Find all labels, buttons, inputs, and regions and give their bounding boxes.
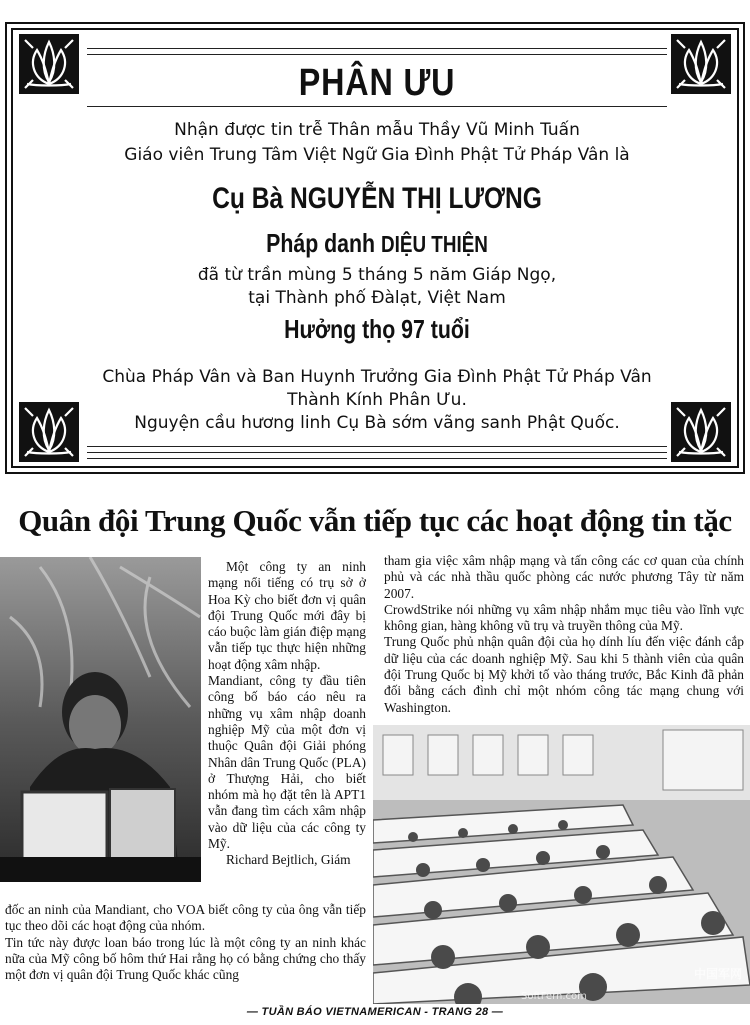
- death-line-1: đã từ trần mùng 5 tháng 5 năm Giáp Ngọ,: [197, 265, 557, 285]
- soldiers-office-photo: [373, 725, 750, 1004]
- prayer-line: Nguyện cầu hương linh Cụ Bà sớm vãng sanh Phật Quốc.: [134, 413, 620, 433]
- col2-paragraph-2: CrowdStrike nói những vụ xâm nhập nhắm mục tiêu vào lĩnh vực không gian, hàng không vũ trụ và truyền thông của Mỹ.: [384, 601, 744, 634]
- from-line-1: Chùa Pháp Vân và Ban Huynh Trưởng Gia Đình Phật Tử Pháp Vân: [102, 367, 652, 387]
- age-line: Hưởng thọ 97 tuổi: [284, 314, 470, 344]
- col1-paragraph-3a: Richard Bejtlich, Giám: [226, 852, 351, 868]
- obituary-box: [5, 22, 745, 474]
- top-rule-2: [87, 54, 667, 55]
- obituary-title: PHÂN ƯU: [298, 62, 456, 104]
- dharma-label: Pháp danh: [266, 228, 376, 258]
- bottom-rule-1: [87, 446, 667, 447]
- page-footer: — TUẦN BÁO VIETNAMERICAN - TRANG 28 —: [246, 1006, 504, 1018]
- article-headline: Quân đội Trung Quốc vẫn tiếp tục các hoạt động tin tặc: [18, 503, 732, 538]
- dharma-name-line: [74, 228, 681, 259]
- obituary-line-1: Nhận được tin trễ Thân mẫu Thầy Vũ Minh Tuấn: [174, 120, 580, 140]
- article-column-1-top: [208, 559, 366, 869]
- col1-paragraph-1: Một công ty an ninh mạng nổi tiếng có trụ sở ở Hoa Kỳ cho biết đơn vị quân đội Trung Quốc mới đây bị cáo buộc làm gián điệp mạng vẫn tiếp tục thực hiện những hoạt động xâm nhập.: [208, 559, 366, 672]
- bottom-rule-2: [87, 452, 667, 453]
- dharma-name: DIỆU THIỆN: [381, 231, 488, 257]
- top-rule-1: [87, 48, 667, 49]
- soldier-computer-photo: [0, 557, 201, 882]
- top-rule-3: [87, 106, 667, 107]
- article-column-1-bottom: [5, 902, 366, 983]
- bottom-rule-3: [87, 458, 667, 459]
- deceased-name: Cụ Bà NGUYỄN THỊ LƯƠNG: [212, 182, 542, 215]
- col2-paragraph-1: tham gia việc xâm nhập mạng và tấn công các cơ quan của chính phủ và các nhà thầu quốc phòng các nước phương Tây từ năm 2007.: [384, 553, 744, 601]
- col1-paragraph-2: Mandiant, công ty đầu tiên công bố báo cáo nêu ra những vụ xâm nhập doanh nghiệp Mỹ của một đơn vị thuộc Quân đội Giải phóng Nhân dân Trung Quốc (PLA) ở Thượng Hải, cho biết nhóm mà họ đặt tên là APT1 vẫn đang tìm cách xâm nhập vào dữ liệu của các công ty Mỹ.: [208, 673, 366, 852]
- death-line-2: tại Thành phố Đàlạt, Việt Nam: [248, 288, 506, 308]
- col1-paragraph-4: Tin tức này được loan báo trong lúc là một công ty an ninh khác nữa của Mỹ công bố hôm thứ Hai rằng họ có bằng chứng cho thấy một đơn vị quân đội Trung Quốc khác cũng: [5, 934, 366, 983]
- article-column-2: [384, 553, 744, 716]
- photo-watermark-cn: 中国军网: [693, 967, 742, 981]
- col2-paragraph-3: Trung Quốc phủ nhận quân đội của họ dính líu đến việc đánh cắp dữ liệu của các doanh nghiệp Mỹ. Sau khi 5 thành viên của quân đội Trung Quốc bị Mỹ khởi tố vào tháng trước, Bắc Kinh đã phản đối bằng cách đình chỉ một nhóm công tác mạng chung với Washington.: [384, 634, 744, 715]
- from-line-2: Thành Kính Phân Ưu.: [287, 390, 467, 410]
- photo-watermark-site: SoftFern.com: [521, 991, 587, 1002]
- obituary-line-2: Giáo viên Trung Tâm Việt Ngữ Gia Đình Phật Tử Pháp Vân là: [124, 145, 630, 165]
- col1-paragraph-3b: đốc an ninh của Mandiant, cho VOA biết công ty của ông vẫn tiếp tục theo dõi các hoạt động của nhóm.: [5, 902, 366, 934]
